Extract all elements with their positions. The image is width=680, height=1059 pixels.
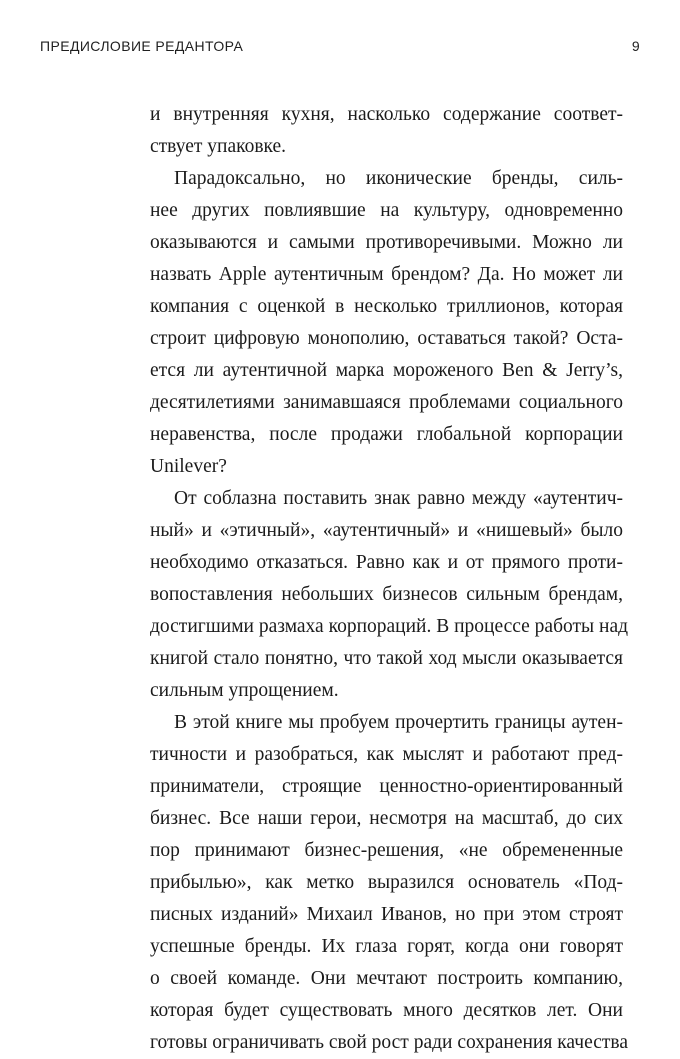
text-line: бизнес. Все наши герои, несмотря на масштаб, до сих	[150, 808, 623, 829]
text-line: писных изданий» Михаил Иванов, но при этом строят	[150, 904, 623, 925]
text-line: пор принимают бизнес-решения, «не обремененные	[150, 840, 623, 861]
text-line: тичности и разобраться, как мыслят и работают пред-	[150, 744, 623, 765]
running-head	[40, 38, 640, 62]
text-line: готовы ограничивать свой рост ради сохранения качества	[150, 1032, 628, 1053]
text-line: Парадоксально, но иконические бренды, силь-	[174, 168, 623, 189]
text-line: назвать Apple аутентичным брендом? Да. Но может ли	[150, 264, 623, 285]
page-number: 9	[631, 38, 640, 54]
text-line: приниматели, строящие ценностно-ориентированный	[150, 776, 623, 797]
text-line: достигшими размаха корпораций. В процессе работы над	[150, 616, 629, 637]
text-line: От соблазна поставить знак равно между «аутентич-	[174, 488, 623, 509]
text-line: неравенства, после продажи глобальной корпорации	[150, 424, 623, 445]
text-line: строит цифровую монополию, оставаться такой? Оста-	[150, 328, 623, 349]
paragraph-1	[150, 99, 623, 163]
section-title: ПРЕДИСЛОВИЕ РЕДАНТОРА	[40, 38, 244, 54]
text-line: и внутренняя кухня, насколько содержание соответ-	[150, 104, 623, 125]
text-line: о своей команде. Они мечтают построить компанию,	[150, 968, 623, 989]
text-line: книгой стало понятно, что такой ход мысли оказывается	[150, 648, 623, 669]
paragraph-3	[150, 483, 629, 707]
text-line: необходимо отказаться. Равно как и от прямого проти-	[150, 552, 623, 573]
text-line: Unilever?	[150, 456, 227, 477]
body-text	[150, 99, 629, 1059]
text-line: десятилетиями занимавшаяся проблемами социального	[150, 392, 623, 413]
paragraph-2	[150, 163, 623, 483]
text-line: прибылью», как метко выразился основатель «Под-	[150, 872, 623, 893]
text-line: вопоставления небольших бизнесов сильным брендам,	[150, 584, 623, 605]
text-line: оказываются и самыми противоречивыми. Можно ли	[150, 232, 623, 253]
text-line: ный» и «этичный», «аутентичный» и «нишевый» было	[150, 520, 623, 541]
text-line: В этой книге мы пробуем прочертить границы аутен-	[174, 712, 623, 733]
text-line: нее других повлиявшие на культуру, одновременно	[150, 200, 623, 221]
text-line: которая будет существовать много десятков лет. Они	[150, 1000, 623, 1021]
text-line: сильным упрощением.	[150, 680, 339, 701]
text-line: компания с оценкой в несколько триллионов, которая	[150, 296, 623, 317]
paragraph-4	[150, 707, 628, 1059]
text-line: успешные бренды. Их глаза горят, когда они говорят	[150, 936, 623, 957]
text-line: ется ли аутентичной марка мороженого Ben & Jerry’s,	[150, 360, 623, 381]
text-line: ствует упаковке.	[150, 136, 287, 157]
